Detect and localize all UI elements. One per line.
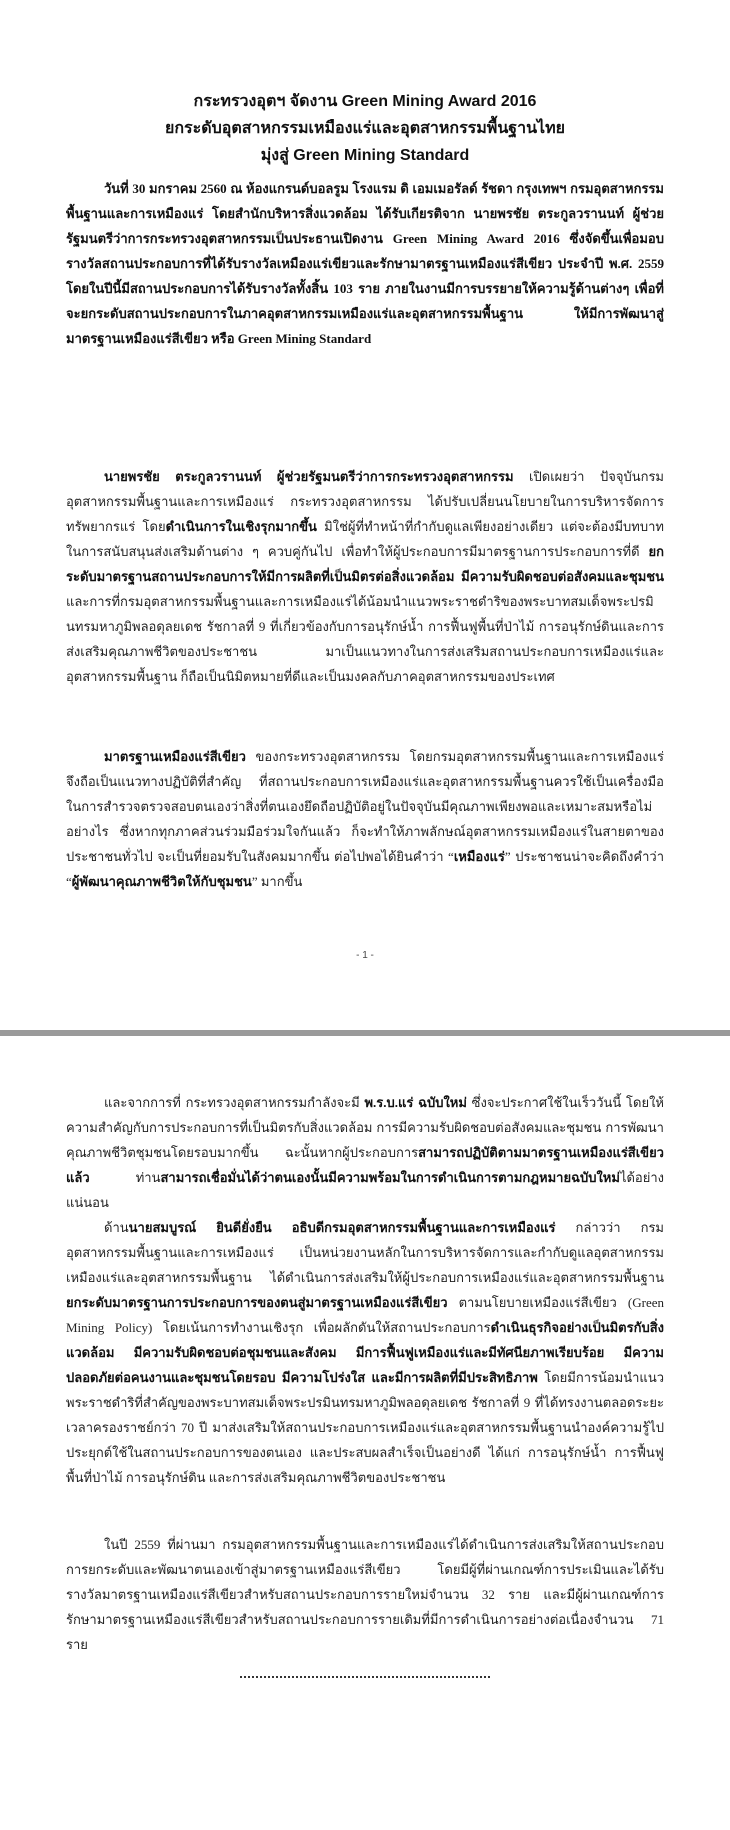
page-number: - 1 - bbox=[356, 950, 374, 961]
emphasis-text: สามารถปฏิบัติตามมาตรฐานเหมืองแร่สีเขียวแล้ว bbox=[66, 1145, 664, 1185]
emphasis-text: ผู้พัฒนาคุณภาพชีวิตให้กับชุมชน bbox=[71, 874, 252, 889]
paragraph-event-intro bbox=[66, 176, 664, 351]
text-span: กล่าวว่า กรมอุตสาหกรรมพื้นฐานและการเหมืองแร่ เป็นหน่วยงานหลักในการบริหารจัดการและกำกับดูแลอุตสาหกรรมเหมืองแร่และอุตสาหกรรมพื้นฐาน ได้ดำเนินการส่งเสริมให้ผู้ประกอบการเหมืองแร่และอุตสาหกรรมพื้นฐาน bbox=[66, 1220, 664, 1285]
emphasis-text: พ.ร.บ.แร่ ฉบับใหม่ bbox=[364, 1095, 467, 1110]
speaker-name: นายพรชัย ตระกูลวรานนท์ ผู้ช่วยรัฐมนตรีว่าการกระทรวงอุตสาหกรรม bbox=[104, 469, 514, 484]
text-span: เปิดเผยว่า ปัจจุบันกรมอุตสาหกรรมพื้นฐานและการเหมืองแร่ กระทรวงอุตสาหกรรม ได้ปรับเปลี่ยนนโยบายในการบริหารจัดการทรัพยากรแร่ โดย bbox=[66, 469, 665, 534]
emphasis-text: ยกระดับมาตรฐานการประกอบการของตนสู่มาตรฐานเหมืองแร่สีเขียว bbox=[66, 1295, 448, 1310]
paragraph-new-mineral-act bbox=[66, 1090, 664, 1215]
paragraph-director-general bbox=[66, 1215, 664, 1490]
text-span: โดยมีการน้อมนำแนวพระราชดำริที่สำคัญของพระบาทสมเด็จพระปรมินทรมหาภูมิพลอดุลยเดช รัชกาลที่ 9 ที่ได้ทรงงานตลอดระยะเวลาครองราชย์กว่า 70 ปี มาส่งเสริมให้สถานประกอบการเหมืองแร่และอุตสาหกรรมพื้นฐานนำองค์ความรู้ไปประยุกต์ใช้ในสถานประกอบการของตนเอง และประสบผลสำเร็จเป็นอย่างดี ได้แก่ การอนุรักษ์น้ำ การฟื้นฟูพื้นที่ป่าไม้ การอนุรักษ์ดิน และการส่งเสริมคุณภาพชีวิตของประชาชน bbox=[66, 1370, 664, 1485]
text-span: มิใช่ผู้ที่ทำหน้าที่กำกับดูแลเพียงอย่างเดียว แต่จะต้องมีบทบาทในการสนับสนุนส่งเสริมด้านต่าง ๆ ควบคู่กันไป เพื่อทำให้ผู้ประกอบการมีมาตรฐานการประกอบการที่ดี bbox=[66, 519, 664, 559]
emphasis-text: ดำเนินธุรกิจอย่างเป็นมิตรกับสิ่งแวดล้อม มีความรับผิดชอบต่อชุมชนและสังคม มีการฟื้นฟูเหมืองแร่และมีทัศนียภาพเรียบร้อย มีความปลอดภัยต่อคนงานและชุมชนโดยรอบ มีความโปร่งใส และมีการผลิตที่มีประสิทธิภาพ bbox=[66, 1320, 664, 1385]
title-line-2: ยกระดับอุตสาหกรรมเหมืองแร่และอุตสาหกรรมพื้นฐานไทย bbox=[164, 120, 566, 137]
title-line-3: มุ่งสู่ Green Mining Standard bbox=[260, 147, 470, 164]
results-text: ในปี 2559 ที่ผ่านมา กรมอุตสาหกรรมพื้นฐานและการเหมืองแร่ได้ดำเนินการส่งเสริมให้สถานประกอบการยกระดับและพัฒนาตนเองเข้าสู่มาตรฐานเหมืองแร่สีเขียว โดยมีผู้ที่ผ่านเกณฑ์การประเมินและได้รับรางวัลมาตรฐานเหมืองแร่สีเขียวสำหรับสถานประกอบการรายใหม่จำนวน 32 ราย และมีผู้ผ่านเกณฑ์การรักษามาตรฐานเหมืองแร่สีเขียวสำหรับสถานประกอบการรายเดิมที่มีการดำเนินการอย่างต่อเนื่องจำนวน 71 ราย bbox=[66, 1537, 664, 1652]
text-span: ของกระทรวงอุตสาหกรรม โดยกรมอุตสาหกรรมพื้นฐานและการเหมืองแร่ จึงถือเป็นแนวทางปฏิบัติที่สำคัญ ที่สถานประกอบการเหมืองแร่และอุตสาหกรรมพื้นฐานควรใช้เป็นเครื่องมือในการสำรวจตรวจสอบตนเองว่าสิ่งที่ตนเองยึดถือปฏิบัติอยู่ในปัจจุบันมีคุณภาพเพียงพอและเหมาะสมหรือไม่ อย่างไร ซึ่งหากทุกภาคส่วนร่วมมือร่วมใจกันแล้ว ก็จะทำให้ภาพลักษณ์อุตสาหกรรมเหมืองแร่ในสายตาของประชาชนทั่วไป จะเป็นที่ยอมรับในสังคมมากขึ้น ต่อไปพอได้ยินคำว่า “ bbox=[66, 749, 664, 864]
title-line-1: กระทรวงอุตฯ จัดงาน Green Mining Award 2016 bbox=[193, 93, 537, 110]
text-span: และการที่กรมอุตสาหกรรมพื้นฐานและการเหมืองแร่ได้น้อมนำแนวพระราชดำริของพระบาทสมเด็จพระปรมินทรมหาภูมิพลอดุลยเดช รัชกาลที่ 9 ที่เกี่ยวข้องกับการอนุรักษ์น้ำ การฟื้นฟูพื้นที่ป่าไม้ การอนุรักษ์ดินและการส่งเสริมคุณภาพชีวิตของประชาชน มาเป็นแนวทางในการส่งเสริมสถานประกอบการเหมืองแร่และอุตสาหกรรมพื้นฐาน ก็ถือเป็นนิมิตหมายที่ดีและเป็นมงคลกับภาคอุตสาหกรรมของประเทศ bbox=[66, 594, 664, 684]
document-page-2 bbox=[0, 1036, 730, 1830]
text-span: ด้าน bbox=[104, 1220, 129, 1235]
text-span: ซึ่งจะประกาศใช้ในเร็ววันนี้ โดยให้ความสำคัญกับการประกอบการที่เป็นมิตรกับสิ่งแวดล้อม การมีความรับผิดชอบต่อสังคมและชุมชน การพัฒนาคุณภาพชีวิตชุมชนโดยรอบมากขึ้น ฉะนั้นหากผู้ประกอบการ bbox=[66, 1095, 664, 1160]
paragraph-deputy-minister bbox=[66, 464, 664, 689]
text-span: ” ประชาชนน่าจะคิดถึงคำว่า “ bbox=[66, 849, 664, 889]
intro-text: วันที่ 30 มกราคม 2560 ณ ห้องแกรนด์บอลรูม โรงแรม ดิ เอมเมอรัลด์ รัชดา กรุงเทพฯ กรมอุตสาหกรรมพื้นฐานและการเหมืองแร่ โดยสำนักบริหารสิ่งแวดล้อม ได้รับเกียรติจาก นายพรชัย ตระกูลวรานนท์ ผู้ช่วยรัฐมนตรีว่าการกระทรวงอุตสาหกรรมเป็นประธานเปิดงาน Green Mining Award 2016 ซึ่งจัดขึ้นเพื่อมอบรางวัลสถานประกอบการที่ได้รับรางวัลเหมืองแร่เขียวและรักษามาตรฐานเหมืองแร่สีเขียว ประจำปี พ.ศ. 2559 โดยในปีนี้มีสถานประกอบการได้รับรางวัลทั้งสิ้น 103 ราย ภายในงานมีการบรรยายให้ความรู้ด้านต่างๆ เพื่อที่จะยกระดับสถานประกอบการในภาคอุตสาหกรรมเหมืองแร่และอุตสาหกรรมพื้นฐาน ให้มีการพัฒนาสู่มาตรฐานเหมืองแร่สีเขียว หรือ Green Mining Standard bbox=[66, 181, 664, 346]
paragraph-green-standard bbox=[66, 744, 664, 894]
emphasis-text: มาตรฐานเหมืองแร่สีเขียว bbox=[104, 749, 246, 764]
text-span: ” มากขึ้น bbox=[251, 874, 303, 889]
text-span: ตามนโยบายเหมืองแร่สีเขียว (Green Mining Policy) โดยเน้นการทำงานเชิงรุก เพื่อผลักดันให้สถานประกอบการ bbox=[66, 1295, 664, 1335]
text-span: ท่าน bbox=[89, 1170, 161, 1185]
document-title bbox=[60, 88, 670, 169]
text-span: และจากการที่ กระทรวงอุตสาหกรรมกำลังจะมี bbox=[104, 1095, 365, 1110]
emphasis-text: ยกระดับมาตรฐานสถานประกอบการให้มีการผลิตที่เป็นมิตรต่อสิ่งแวดล้อม มีความรับผิดชอบต่อสังคมและชุมชน bbox=[66, 544, 664, 584]
emphasis-text: สามารถเชื่อมั่นได้ว่าตนเองนั้นมีความพร้อมในการดำเนินการตามกฎหมายฉบับใหม่ bbox=[160, 1170, 620, 1185]
emphasis-text: ดำเนินการในเชิงรุกมากขึ้น bbox=[165, 519, 317, 534]
text-span: ได้อย่างแน่นอน bbox=[66, 1170, 664, 1210]
speaker-name: นายสมบูรณ์ ยินดียั่งยืน อธิบดีกรมอุตสาหกรรมพื้นฐานและการเหมืองแร่ bbox=[128, 1220, 556, 1235]
end-dotted-line bbox=[240, 1676, 490, 1678]
emphasis-text: เหมืองแร่ bbox=[453, 849, 505, 864]
paragraph-2559-results bbox=[66, 1532, 664, 1657]
